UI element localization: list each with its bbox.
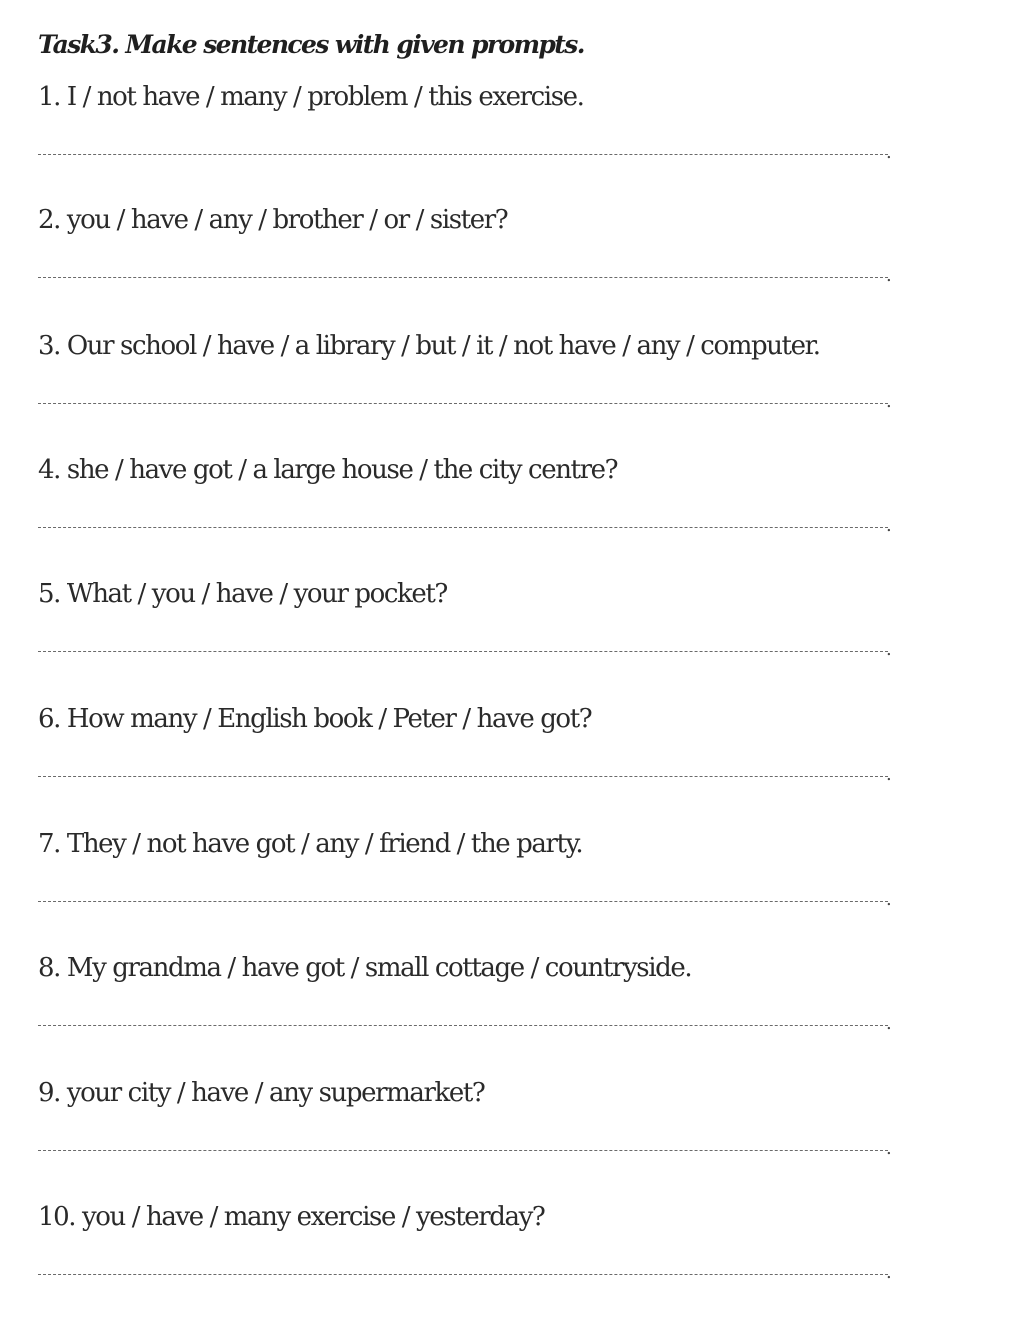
answer-blank-line[interactable] [38,1274,888,1275]
answer-blank-line[interactable] [38,154,888,155]
answer-blank-line[interactable] [38,403,888,404]
exercise-item-8 [38,951,898,1075]
answer-end-mark: . [886,1262,892,1283]
answer-end-mark: . [886,639,892,660]
exercise-item-10 [38,1200,898,1324]
answer-blank-line[interactable] [38,776,888,777]
exercise-item-9 [38,1076,898,1200]
answer-blank-line[interactable] [38,1025,888,1026]
prompt-text: 2. you / have / any / brother / or / sister? [38,205,508,235]
answer-end-mark: . [886,1138,892,1159]
answer-end-mark: . [886,142,892,163]
answer-blank-line[interactable] [38,651,888,652]
answer-end-mark: . [886,391,892,412]
exercise-item-6 [38,702,898,826]
prompt-text: 5. What / you / have / your pocket? [38,579,447,609]
answer-blank-line[interactable] [38,277,888,278]
prompt-text: 4. she / have got / a large house / the city centre? [38,455,618,485]
task-title: Task3. Make sentences with given prompts. [38,30,584,59]
answer-blank-line[interactable] [38,1150,888,1151]
prompt-text: 1. I / not have / many / problem / this exercise. [38,82,584,112]
prompt-text: 8. My grandma / have got / small cottage / countryside. [38,953,692,983]
exercise-item-4 [38,453,898,577]
answer-blank-line[interactable] [38,901,888,902]
answer-end-mark: . [886,1013,892,1034]
answer-blank-line[interactable] [38,527,888,528]
exercise-item-5 [38,577,898,701]
prompt-text: 3. Our school / have / a library / but / it / not have / any / computer. [38,331,820,361]
answer-end-mark: . [886,764,892,785]
answer-end-mark: . [886,515,892,536]
prompt-text: 6. How many / English book / Peter / have got? [38,704,592,734]
prompt-text: 9. your city / have / any supermarket? [38,1078,485,1108]
exercise-item-7 [38,827,898,951]
prompt-text: 10. you / have / many exercise / yesterday? [38,1202,545,1232]
prompt-text: 7. They / not have got / any / friend / the party. [38,829,583,859]
answer-end-mark: . [886,889,892,910]
exercise-item-1 [38,80,898,204]
exercise-item-2 [38,203,898,327]
answer-end-mark: . [886,265,892,286]
exercise-item-3 [38,329,898,453]
